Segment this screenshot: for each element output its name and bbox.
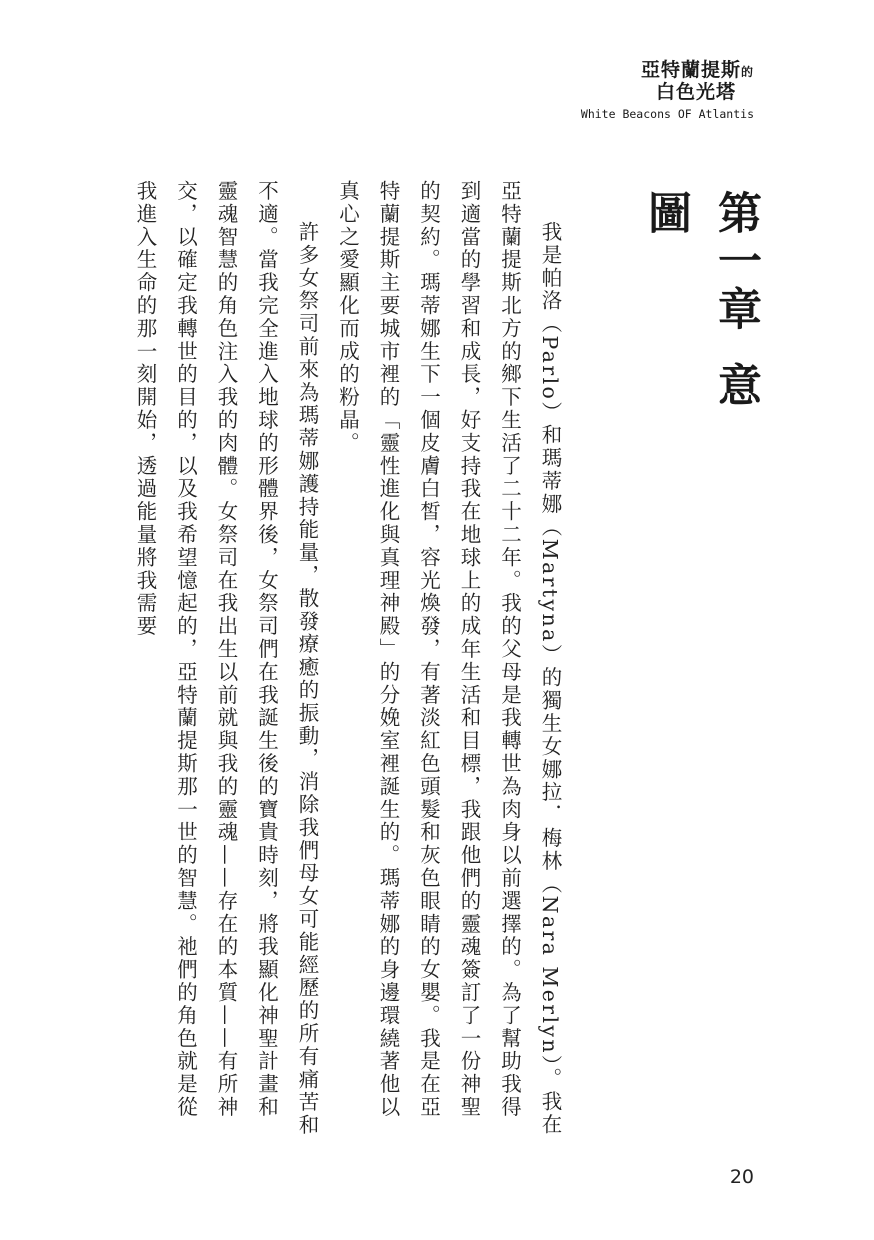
page-number: 20	[729, 1166, 754, 1188]
paragraph-1: 我是帕洛（Parlo）和瑪蒂娜（Martyna）的獨生女娜拉．梅林（Nara Merlyn）。我在亞特蘭提斯北方的鄉下生活了二十二年。我的父母是我轉世為肉身以前選擇的。為了幫助我得到適當的學習和成長，好支持我在地球上的成年生活和目標，我跟他們的靈魂簽訂了一份神聖的契約。瑪蒂娜生下一個皮膚白皙，容光煥發，有著淡紅色頭髮和灰色眼睛的女嬰。我是在亞特蘭提斯主要城市裡的「靈性進化與真理神殿」的分娩室裡誕生的。瑪蒂娜的身邊環繞著他以真心之愛顯化而成的粉晶。	[335, 180, 562, 1137]
book-title-line1	[581, 60, 754, 82]
chapter-name: 意圖	[640, 190, 761, 410]
chapter-heading	[640, 190, 770, 440]
book-title-main: 亞特蘭提斯	[640, 59, 741, 81]
paragraph-2: 許多女祭司前來為瑪蒂娜護持能量，散發療癒的振動，消除我們母女可能經歷的所有痛苦和不適。當我完全進入地球的形體界後，女祭司們在我誕生後的寶貴時刻，將我顯化神聖計畫和靈魂智慧的角色注入我的肉體。女祭司在我出生以前就與我的靈魂——存在的本質——有所神交，以確定我轉世的目的，以及我希望憶起的，亞特蘭提斯那一世的智慧。祂們的角色就是從我進入生命的那一刻開始，透過能量將我需要	[133, 180, 319, 1137]
book-title-english: White Beacons OF Atlantis	[580, 106, 754, 121]
chapter-number: 第一章	[710, 190, 761, 334]
running-header	[581, 60, 754, 121]
book-title-particle: 的	[740, 65, 754, 79]
book-title-line2: 白色光塔	[655, 80, 736, 103]
chapter-body	[120, 180, 570, 1140]
